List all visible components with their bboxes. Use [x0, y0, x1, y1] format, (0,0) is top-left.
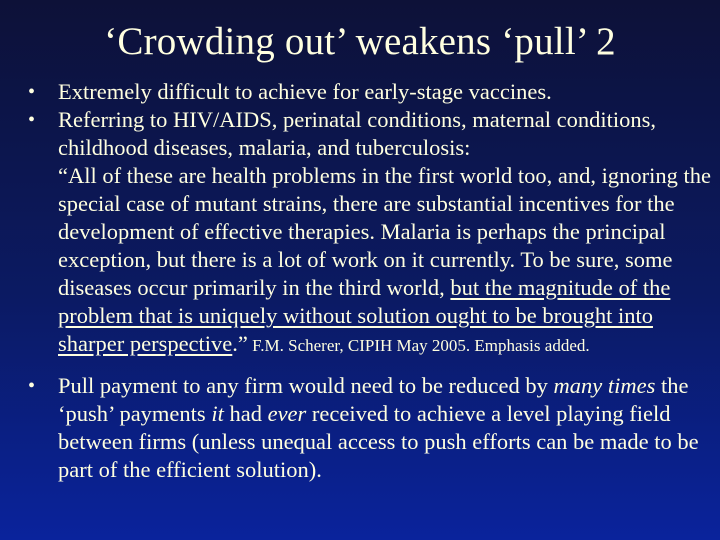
scherer-quote: [58, 162, 718, 360]
bullet-3-text-c: had: [223, 401, 268, 426]
bullet-3-emphasis-ever: ever: [267, 401, 307, 426]
quote-text: “All of these are health problems in the first world too, and, ignoring the special case of mutant strains, there are substantial incentives for the development of effective therapies. Malaria is perhaps the principal exception, but there is a lot of work on it currently. To be sure, some diseases occur primarily in the third world,: [58, 163, 711, 300]
quote-emphasis: but the magnitude of the problem that is uniquely without solution ought to be brought into sharper perspective: [58, 275, 671, 356]
bullet-3-text-d: received to achieve a level playing field between firms (unless unequal access to push efforts can be made to be part of the efficient solution).: [58, 401, 699, 482]
bullet-3-emphasis-it: it: [211, 401, 224, 426]
bullet-2-intro: Referring to HIV/AIDS, perinatal conditions, maternal conditions, childhood diseases, malaria, and tuberculosis:: [58, 107, 656, 160]
quote-attribution: F.M. Scherer, CIPIH May 2005. Emphasis added.: [247, 336, 590, 355]
bullet-icon: •: [28, 109, 36, 131]
bullet-3-text-b: the ‘push’ payments: [58, 373, 689, 426]
bullet-icon: •: [28, 375, 36, 397]
bullet-list: [28, 78, 718, 484]
bullet-item-1: [28, 78, 718, 106]
bullet-1-text: Extremely difficult to achieve for early-stage vaccines.: [58, 79, 552, 104]
bullet-3-text-a: Pull payment to any firm would need to be reduced by: [58, 373, 554, 398]
slide-title: ‘Crowding out’ weakens ‘pull’ 2: [104, 20, 616, 63]
bullet-icon: •: [28, 81, 36, 103]
bullet-item-3: [28, 372, 718, 484]
bullet-3-emphasis-many-times: many times: [553, 373, 656, 398]
quote-close: .”: [232, 331, 248, 356]
bullet-item-2: [28, 106, 718, 360]
